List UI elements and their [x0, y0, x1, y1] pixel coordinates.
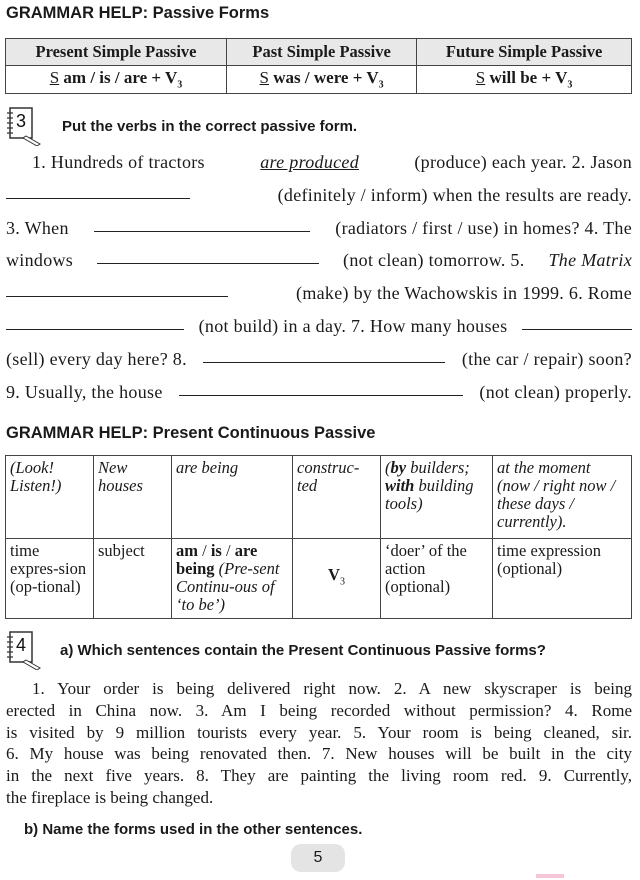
answer-blank[interactable] [522, 310, 632, 330]
answer-blank[interactable] [94, 212, 310, 232]
decorative-mark [536, 874, 564, 878]
exercise-4-question-b: b) Name the forms used in the other sentences. [24, 821, 363, 838]
notebook-pencil-icon [4, 106, 46, 146]
svg-text:4: 4 [16, 635, 27, 655]
header-future: Future Simple Passive [417, 39, 632, 66]
answer-blank[interactable] [6, 310, 184, 330]
grammar-help-title: GRAMMAR HELP: Passive Forms [6, 4, 270, 22]
svg-text:3: 3 [16, 111, 27, 131]
exercise-3-instruction: Put the verbs in the correct passive form. [62, 117, 358, 135]
exercise-3-header [4, 106, 357, 146]
answer-blank[interactable] [179, 376, 463, 396]
answer-blank[interactable] [203, 343, 445, 363]
present-continuous-passive-table: (Look! Listen!) New houses are being construc-ted (by builders; with building tools) at the moment (now / right now / these days / currently). time expres-sion (op-tional) subject am / is / are being (Pre-sent Continu-ous of ‘to be’) $V_3$ ‘doer’ of the action (optional) time expression (optional) [5, 455, 632, 619]
exercise-4-header [4, 630, 546, 670]
example-answer: are produced [260, 152, 359, 172]
form-future: S will be + $V_3$ [417, 66, 632, 94]
passive-forms-table [5, 38, 632, 94]
header-present: Present Simple Passive [6, 39, 227, 66]
answer-blank[interactable] [6, 277, 228, 297]
form-present: S am / is / are + $V_3$ [6, 66, 227, 94]
answer-blank[interactable] [97, 244, 319, 264]
exercise-3-text: 1. Hundreds of tractors are produced (produce) each year. 2. Jason (definitely / inform) when the results are ready. 3. When (radiators / first / use) in homes? 4. The windows (not clean) tomorrow. 5. The Matrix (make) by the Wachowskis in 1999. 6. Rome (not build) in a day. 7. How many houses (sell) every day here? 8. (the car / repair) soon? 9. Usually, the house (not clean) properly. [6, 146, 632, 408]
notebook-pencil-icon [4, 630, 46, 670]
exercise-4-text: 1. Your order is being delivered right now. 2. A new skyscraper is being erected in China now. 3. Am I being recorded without permission? 4. Rome is visited by 9 million tourists every year. 5. Your room is being cleaned, sir. 6. My house was being renovated then. 7. New houses will be built in the city in the next five years. 8. They are painting the living room red. 9. Currently, the fireplace is being changed. [6, 679, 632, 807]
page-number: 5 [291, 844, 345, 872]
answer-blank[interactable] [6, 179, 190, 199]
form-past: S was / were + $V_3$ [227, 66, 417, 94]
grammar-help-2-title: GRAMMAR HELP: Present Continuous Passive [6, 424, 376, 442]
exercise-4-question-a: a) Which sentences contain the Present Continuous Passive forms? [60, 641, 546, 659]
header-past: Past Simple Passive [227, 39, 417, 66]
